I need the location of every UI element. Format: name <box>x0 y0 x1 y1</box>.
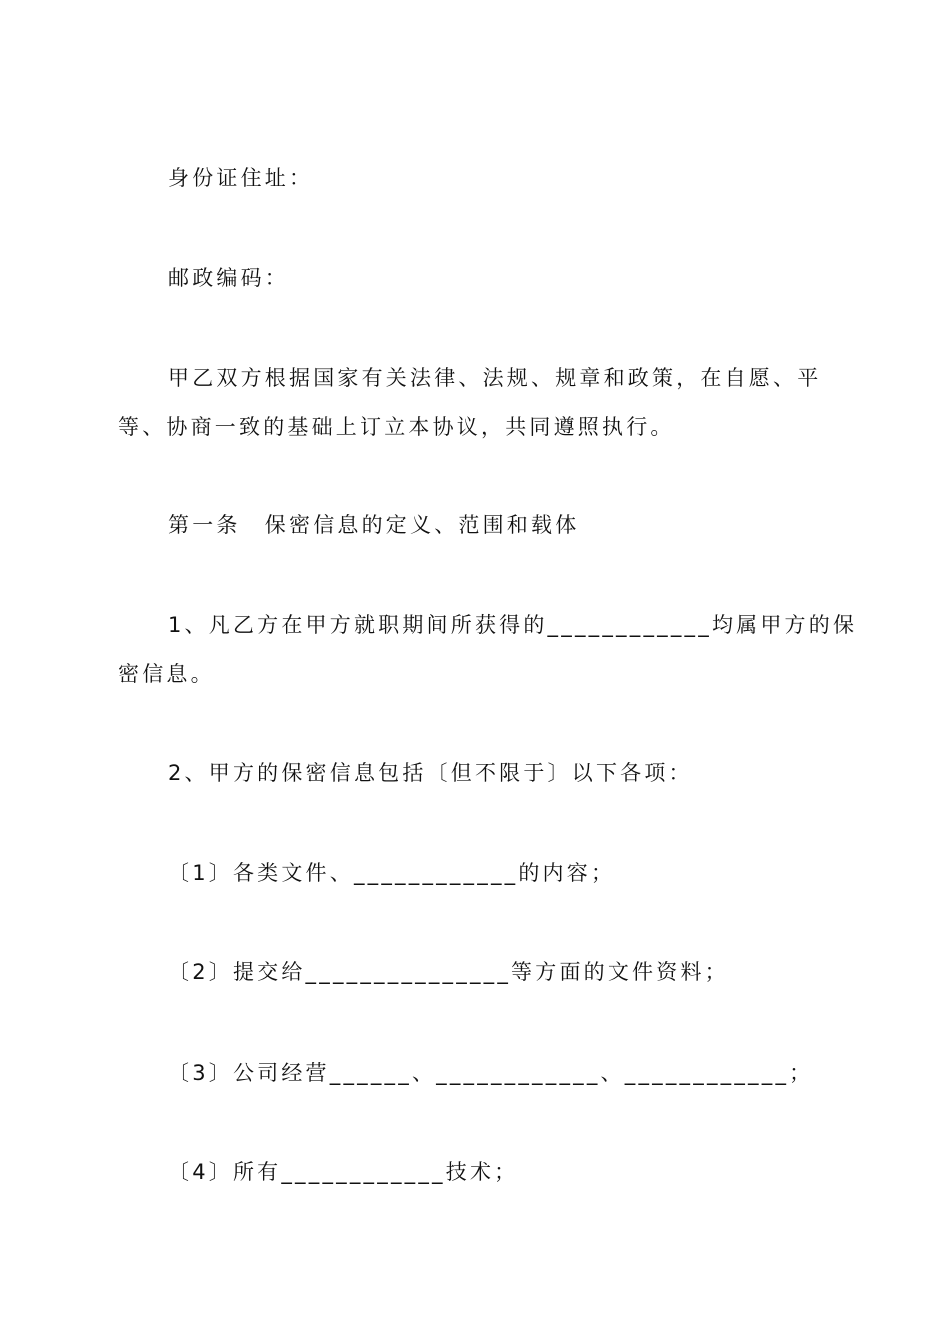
item-4-line: 〔4〕所有____________技术； <box>168 1160 519 1184</box>
clause-2-line: 2、甲方的保密信息包括〔但不限于〕以下各项： <box>168 761 693 785</box>
item-2-line: 〔2〕提交给_______________等方面的文件资料； <box>168 960 729 984</box>
clause-1-line-1: 1、凡乙方在甲方就职期间所获得的____________均属甲方的保 <box>168 613 858 637</box>
item-1-line: 〔1〕各类文件、____________的内容； <box>168 861 616 885</box>
agreement-intro-line-2: 等、协商一致的基础上订立本协议，共同遵照执行。 <box>118 415 675 439</box>
postal-code-label: 邮政编码： <box>168 266 289 290</box>
agreement-intro-line-1: 甲乙双方根据国家有关法律、法规、规章和政策，在自愿、平 <box>168 366 822 390</box>
clause-1-line-2: 密信息。 <box>118 662 215 686</box>
id-address-label: 身份证住址： <box>168 166 314 190</box>
article-1-heading: 第一条 保密信息的定义、范围和载体 <box>168 513 580 537</box>
item-3-line: 〔3〕公司经营______、____________、____________； <box>168 1061 814 1085</box>
